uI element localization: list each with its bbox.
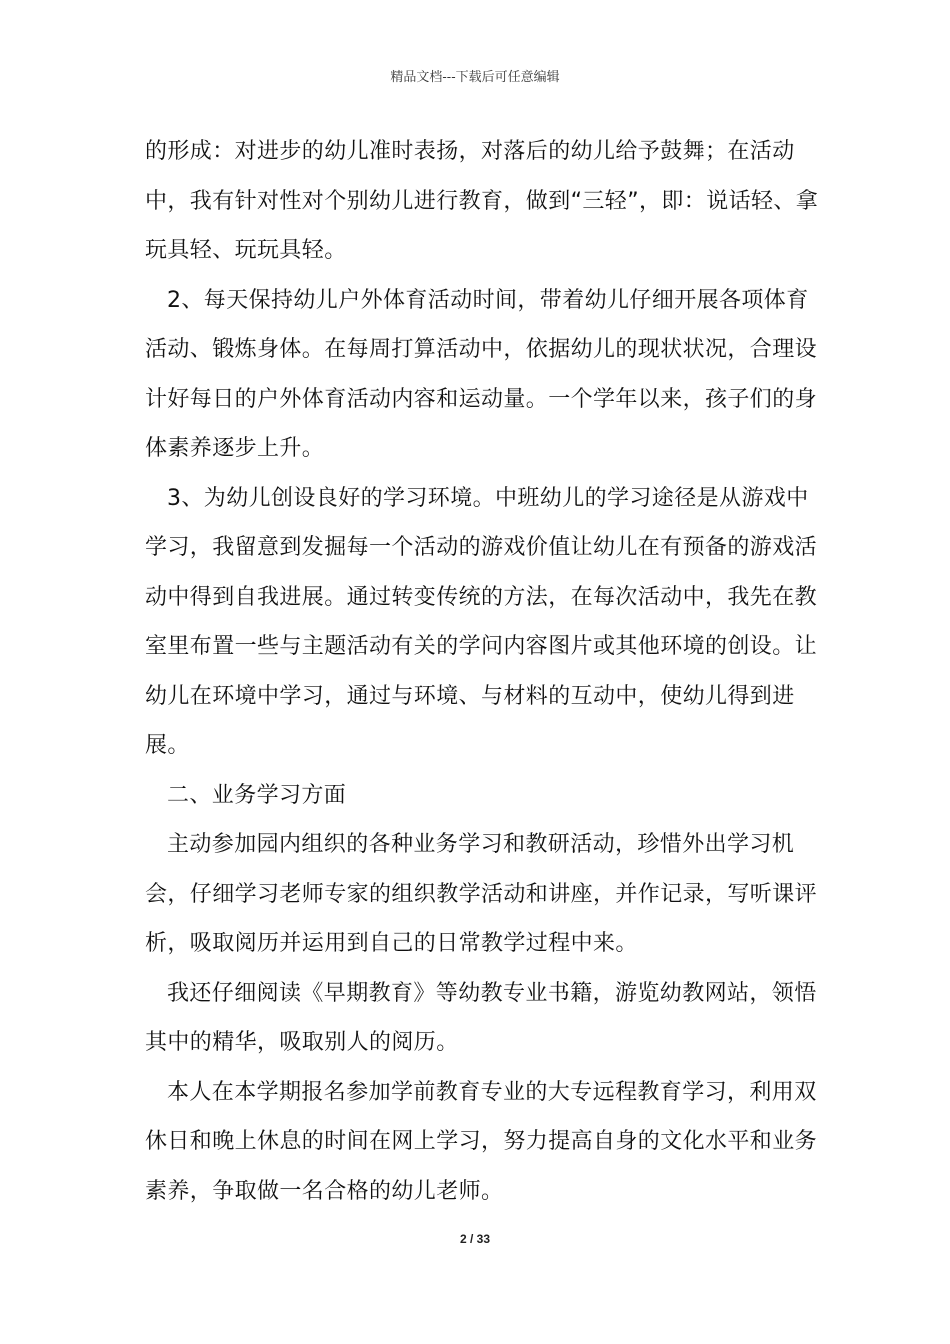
document-body	[145, 127, 825, 1216]
paragraph-6: 本人在本学期报名参加学前教育专业的大专远程教育学习，利用双休日和晚上休息的时间在网上学习，努力提高自身的文化水平和业务素养，争取做一名合格的幼儿老师。	[145, 1079, 818, 1204]
section-heading: 二、业务学习方面	[167, 782, 347, 808]
paragraph-5: 我还仔细阅读《早期教育》等幼教专业书籍，游览幼教网站，领悟其中的精华，吸取别人的阅历。	[145, 980, 817, 1055]
paragraph-4: 主动参加园内组织的各种业务学习和教研活动，珍惜外出学习机会，仔细学习老师专家的组织教学活动和讲座，并作记录，写听课评析，吸取阅历并运用到自己的日常教学过程中来。	[145, 832, 818, 956]
page-number: 2 / 33	[459, 1232, 491, 1246]
paragraph-1: 的形成：对进步的幼儿准时表扬，对落后的幼儿给予鼓舞；在活动中，我有针对性对个别幼儿进行教育，做到“三轻”，即：说话轻、拿玩具轻、玩玩具轻。	[145, 139, 819, 263]
page-header: 精品文档---下载后可任意编辑	[390, 70, 560, 85]
paragraph-3: 3、为幼儿创设良好的学习环境。中班幼儿的学习途径是从游戏中学习，我留意到发掘每一个活动的游戏价值让幼儿在有预备的游戏活动中得到自我进展。通过转变传统的方法，在每次活动中，我先在教室里布置一些与主题活动有关的学问内容图片或其他环境的创设。让幼儿在环境中学习，通过与环境、与材料的互动中，使幼儿得到进展。	[145, 485, 818, 758]
paragraph-2: 2、每天保持幼儿户外体育活动时间，带着幼儿仔细开展各项体育活动、锻炼身体。在每周打算活动中，依据幼儿的现状状况，合理设计好每日的户外体育活动内容和运动量。一个学年以来，孩子们的身体素养逐步上升。	[145, 287, 818, 461]
